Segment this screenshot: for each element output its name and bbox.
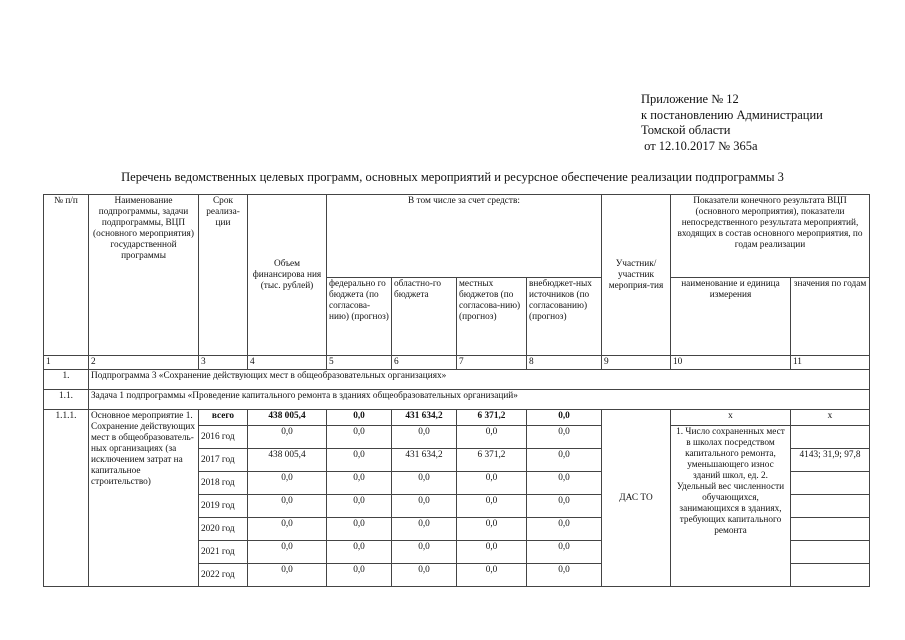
program-table bbox=[43, 194, 870, 587]
header-local: местных бюджетов (по согласова-нию) (прогноз) bbox=[457, 278, 527, 356]
year-label: 2020 год bbox=[199, 518, 248, 541]
year-label: 2017 год bbox=[199, 449, 248, 472]
activity-num: 1.1.1. bbox=[44, 410, 89, 587]
year-local: 0,0 bbox=[457, 472, 527, 495]
year-label: 2016 год bbox=[199, 426, 248, 449]
col-number: 3 bbox=[199, 356, 248, 370]
total-ind-value: х bbox=[791, 410, 870, 426]
appendix-line: к постановлению Администрации bbox=[641, 107, 823, 122]
year-regional: 0,0 bbox=[392, 426, 457, 449]
col-number: 2 bbox=[89, 356, 199, 370]
col-number: 10 bbox=[671, 356, 791, 370]
header-indicators: Показатели конечного результата ВЦП (основного мероприятия), показатели непосредственного результата мероприятий, входящих в состав основного мероприятия, по годам реализации bbox=[671, 195, 870, 278]
appendix-line: Томской области bbox=[641, 123, 731, 137]
year-regional: 431 634,2 bbox=[392, 449, 457, 472]
year-local: 0,0 bbox=[457, 426, 527, 449]
total-ind-name: х bbox=[671, 410, 791, 426]
year-federal: 0,0 bbox=[327, 495, 392, 518]
year-local: 0,0 bbox=[457, 564, 527, 587]
col-number: 9 bbox=[602, 356, 671, 370]
year-volume: 0,0 bbox=[248, 564, 327, 587]
total-volume: 438 005,4 bbox=[248, 410, 327, 426]
col-number: 11 bbox=[791, 356, 870, 370]
indicator-value-empty bbox=[791, 541, 870, 564]
section-title: Подпрограмма 3 «Сохранение действующих мест в общеобразовательных организациях» bbox=[89, 370, 870, 390]
year-regional: 0,0 bbox=[392, 541, 457, 564]
total-regional: 431 634,2 bbox=[392, 410, 457, 426]
indicator-value-empty bbox=[791, 426, 870, 449]
year-federal: 0,0 bbox=[327, 449, 392, 472]
header-participant: Участник/ участник мероприя-тия bbox=[602, 195, 671, 356]
year-volume: 0,0 bbox=[248, 518, 327, 541]
activity-name: Основное мероприятие 1. Сохранение действующих мест в общеобразователь-ных организациях (за исключением затрат на капитальное строительство) bbox=[89, 410, 199, 587]
year-volume: 0,0 bbox=[248, 426, 327, 449]
total-federal: 0,0 bbox=[327, 410, 392, 426]
header-ind-values: значения по годам bbox=[791, 278, 870, 356]
header-ind-name: наименование и единица измерения bbox=[671, 278, 791, 356]
year-volume: 0,0 bbox=[248, 472, 327, 495]
header-name: Наименование подпрограммы, задачи подпрограммы, ВЦП (основного мероприятия) государственной программы bbox=[89, 195, 199, 356]
year-federal: 0,0 bbox=[327, 472, 392, 495]
task-title: Задача 1 подпрограммы «Проведение капитального ремонта в зданиях общеобразовательных организаций» bbox=[89, 390, 870, 410]
document-title: Перечень ведомственных целевых программ, основных мероприятий и ресурсное обеспечение реализации подпрограммы 3 bbox=[121, 170, 784, 184]
year-local: 0,0 bbox=[457, 518, 527, 541]
year-local: 6 371,2 bbox=[457, 449, 527, 472]
year-volume: 0,0 bbox=[248, 541, 327, 564]
year-regional: 0,0 bbox=[392, 518, 457, 541]
total-local: 6 371,2 bbox=[457, 410, 527, 426]
appendix-line: Приложение № 12 bbox=[641, 92, 739, 106]
col-number: 4 bbox=[248, 356, 327, 370]
col-number: 1 bbox=[44, 356, 89, 370]
year-extra: 0,0 bbox=[527, 449, 602, 472]
total-label: всего bbox=[199, 410, 248, 426]
year-volume: 0,0 bbox=[248, 495, 327, 518]
year-federal: 0,0 bbox=[327, 564, 392, 587]
header-including: В том числе за счет средств: bbox=[327, 195, 602, 278]
year-volume: 438 005,4 bbox=[248, 449, 327, 472]
indicator-text: 1. Число сохраненных мест в школах посредством капитального ремонта, уменьшающего износ зданий школ, ед. 2. Удельный вес численности обучающихся, занимающихся в зданиях, требующих капитального ремонта bbox=[671, 426, 791, 587]
year-local: 0,0 bbox=[457, 495, 527, 518]
year-label: 2019 год bbox=[199, 495, 248, 518]
year-label: 2018 год bbox=[199, 472, 248, 495]
col-number: 8 bbox=[527, 356, 602, 370]
appendix-line: от 12.10.2017 № 365а bbox=[641, 138, 758, 153]
header-federal: федерально го бюджета (по согласова-нию) (прогноз) bbox=[327, 278, 392, 356]
indicator-value-empty bbox=[791, 518, 870, 541]
section-num: 1. bbox=[44, 370, 89, 390]
year-extra: 0,0 bbox=[527, 564, 602, 587]
year-regional: 0,0 bbox=[392, 564, 457, 587]
year-extra: 0,0 bbox=[527, 518, 602, 541]
year-extra: 0,0 bbox=[527, 495, 602, 518]
indicator-value-empty bbox=[791, 495, 870, 518]
year-regional: 0,0 bbox=[392, 472, 457, 495]
year-extra: 0,0 bbox=[527, 426, 602, 449]
total-extra: 0,0 bbox=[527, 410, 602, 426]
year-federal: 0,0 bbox=[327, 541, 392, 564]
year-extra: 0,0 bbox=[527, 541, 602, 564]
activity-participant: ДАС ТО bbox=[602, 410, 671, 587]
header-num: № п/п bbox=[44, 195, 89, 356]
year-label: 2021 год bbox=[199, 541, 248, 564]
col-number: 7 bbox=[457, 356, 527, 370]
year-federal: 0,0 bbox=[327, 426, 392, 449]
col-number: 5 bbox=[327, 356, 392, 370]
indicator-value-empty bbox=[791, 472, 870, 495]
indicator-value: 4143; 31,9; 97,8 bbox=[791, 449, 870, 472]
year-regional: 0,0 bbox=[392, 495, 457, 518]
header-volume: Объем финансирова ния (тыс. рублей) bbox=[248, 195, 327, 356]
col-number: 6 bbox=[392, 356, 457, 370]
appendix-block bbox=[641, 92, 823, 154]
year-local: 0,0 bbox=[457, 541, 527, 564]
year-label: 2022 год bbox=[199, 564, 248, 587]
year-federal: 0,0 bbox=[327, 518, 392, 541]
header-regional: областно-го бюджета bbox=[392, 278, 457, 356]
indicator-value-empty bbox=[791, 564, 870, 587]
header-term: Срок реализа-ции bbox=[199, 195, 248, 356]
year-extra: 0,0 bbox=[527, 472, 602, 495]
task-num: 1.1. bbox=[44, 390, 89, 410]
header-extra: внебюджет-ных источников (по согласованию) (прогноз) bbox=[527, 278, 602, 356]
